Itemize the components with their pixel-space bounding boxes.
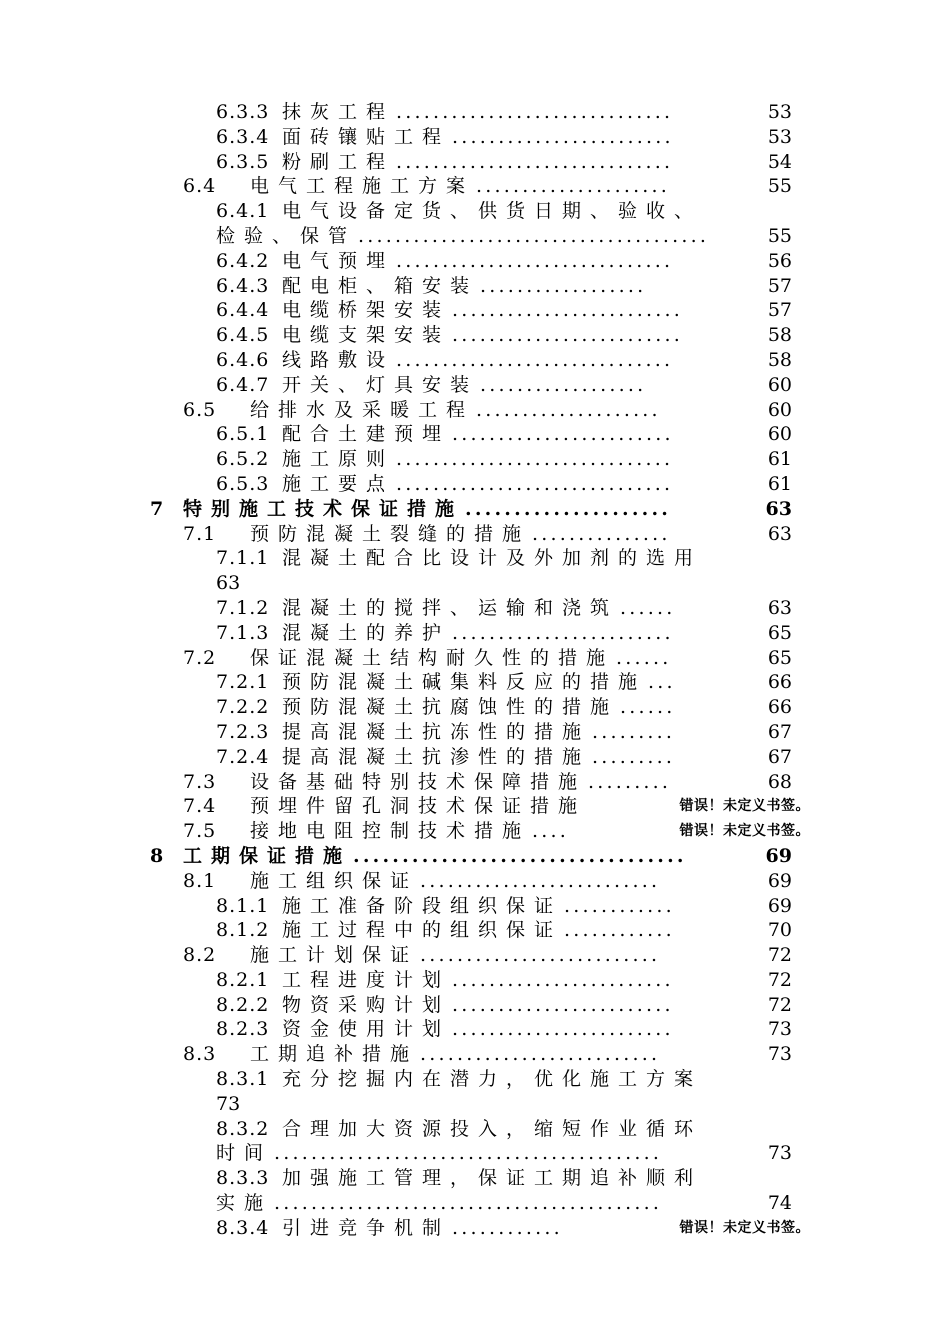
toc-entry-number: 8.2 bbox=[183, 944, 217, 967]
toc-entry-title: 充分挖掘内在潜力，优化施工方案 bbox=[282, 1068, 703, 1091]
toc-entry-title: 线路敷设 bbox=[282, 348, 395, 371]
toc-page-number: 69 bbox=[767, 869, 792, 892]
toc-entry[interactable] bbox=[0, 695, 950, 720]
toc-entry[interactable] bbox=[0, 373, 950, 398]
toc-entry-title: 工程进度计划 bbox=[282, 968, 451, 991]
toc-entry-number: 6.4.4 bbox=[216, 299, 270, 322]
toc-entry-title: 加强施工管理，保证工期追补顺利 bbox=[282, 1167, 703, 1190]
toc-leader-dots: .......................... bbox=[420, 869, 661, 892]
toc-entry-title: 施工组织保证 bbox=[250, 869, 419, 892]
toc-entry-title: 电气预埋 bbox=[282, 249, 395, 272]
toc-entry-number: 7.3 bbox=[183, 770, 217, 793]
toc-entry-title: 混凝土的搅拌、运输和浇筑 bbox=[282, 596, 619, 619]
toc-entry-number: 8.1.1 bbox=[216, 894, 270, 917]
toc-entry[interactable] bbox=[0, 1141, 950, 1166]
toc-leader-dots: ...... bbox=[616, 646, 672, 669]
toc-page-number: 66 bbox=[767, 696, 792, 719]
toc-entry[interactable] bbox=[0, 348, 950, 373]
toc-page-number: 63 bbox=[767, 596, 792, 619]
toc-entry[interactable] bbox=[0, 646, 950, 671]
toc-entry[interactable] bbox=[0, 993, 950, 1018]
toc-page-number: 53 bbox=[767, 125, 792, 148]
toc-entry[interactable] bbox=[0, 274, 950, 299]
toc-entry-number: 7.2.4 bbox=[216, 745, 270, 768]
toc-page-number: 55 bbox=[767, 175, 792, 198]
bookmark-error-text: 错误！未定义书签。 bbox=[679, 823, 810, 840]
toc-page-number: 73 bbox=[767, 1043, 792, 1066]
toc-entry-title: 粉刷工程 bbox=[282, 150, 395, 173]
toc-leader-dots: .......................................... bbox=[274, 1192, 663, 1215]
toc-entry[interactable] bbox=[0, 1092, 950, 1117]
toc-page-number: 60 bbox=[767, 373, 792, 396]
toc-entry-title: 抹灰工程 bbox=[282, 101, 395, 123]
toc-entry-number: 8.2.2 bbox=[216, 993, 270, 1016]
toc-entry-title: 电缆支架安装 bbox=[282, 324, 451, 347]
toc-entry-number: 8 bbox=[150, 844, 165, 867]
toc-leader-dots: ........................ bbox=[452, 993, 674, 1016]
toc-entry-number: 8.2.1 bbox=[216, 968, 270, 991]
toc-entry[interactable] bbox=[0, 472, 950, 497]
toc-leader-dots: .............................. bbox=[396, 472, 674, 495]
toc-entry-title: 工期追补措施 bbox=[250, 1043, 419, 1066]
toc-page-number: 63 bbox=[216, 572, 241, 595]
toc-entry[interactable] bbox=[0, 1216, 950, 1241]
toc-entry-number: 8.3.4 bbox=[216, 1216, 270, 1239]
toc-leader-dots: ............ bbox=[564, 919, 675, 942]
toc-entry-number: 6.4.6 bbox=[216, 348, 270, 371]
toc-page-number: 68 bbox=[767, 770, 792, 793]
toc-entry-title: 施工要点 bbox=[282, 472, 395, 495]
toc-page-number: 72 bbox=[767, 993, 792, 1016]
toc-leader-dots: .............................. bbox=[396, 150, 674, 173]
toc-leader-dots: ..................... bbox=[465, 497, 672, 520]
toc-entry-number: 6.4.7 bbox=[216, 373, 270, 396]
toc-entry-number: 7.2.3 bbox=[216, 720, 270, 743]
toc-page-number: 63 bbox=[767, 522, 792, 545]
toc-leader-dots: ......... bbox=[592, 745, 676, 768]
toc-page-number: 57 bbox=[767, 299, 792, 322]
toc-entry-number: 7.5 bbox=[183, 820, 217, 843]
toc-page-number: 66 bbox=[767, 671, 792, 694]
toc-entry-title: 施工计划保证 bbox=[250, 944, 419, 967]
toc-entry[interactable] bbox=[0, 298, 950, 323]
toc-entry-number: 8.2.3 bbox=[216, 1018, 270, 1041]
toc-entry[interactable] bbox=[0, 100, 950, 125]
toc-leader-dots: ........................ bbox=[452, 423, 674, 446]
toc-entry[interactable] bbox=[0, 150, 950, 175]
toc-entry-number: 7.2.2 bbox=[216, 696, 270, 719]
toc-entry-number: 7.2.1 bbox=[216, 671, 270, 694]
toc-entry-title: 施工准备阶段组织保证 bbox=[282, 894, 563, 917]
toc-entry-number: 6.5 bbox=[183, 398, 217, 421]
toc-entry-title: 开关、灯具安装 bbox=[282, 373, 479, 396]
toc-entry-title: 设备基础特别技术保障措施 bbox=[250, 770, 587, 793]
toc-entry-title: 预埋件留孔洞技术保证措施 bbox=[250, 795, 587, 818]
toc-entry-title: 接地电阻控制技术措施 bbox=[250, 820, 531, 843]
toc-page-number: 69 bbox=[765, 844, 792, 867]
toc-entry[interactable] bbox=[0, 794, 950, 819]
toc-entry[interactable] bbox=[0, 199, 950, 224]
toc-page-number: 57 bbox=[767, 274, 792, 297]
toc-entry[interactable] bbox=[0, 745, 950, 770]
toc-entry-title: 提高混凝土抗冻性的措施 bbox=[282, 720, 591, 743]
toc-entry-title: 电气工程施工方案 bbox=[250, 175, 475, 198]
toc-leader-dots: .............................. bbox=[396, 249, 674, 272]
toc-entry-title: 施工过程中的组织保证 bbox=[282, 919, 563, 942]
toc-entry[interactable] bbox=[0, 398, 950, 423]
toc-entry-title: 检验、保管 bbox=[216, 224, 357, 247]
toc-entry-title: 引进竞争机制 bbox=[282, 1216, 451, 1239]
toc-page-number: 56 bbox=[767, 249, 792, 272]
toc-page-number: 61 bbox=[767, 472, 792, 495]
toc-leader-dots: ......................... bbox=[452, 324, 683, 347]
toc-page-number: 63 bbox=[765, 497, 792, 520]
toc-page-number: 60 bbox=[767, 398, 792, 421]
toc-entry-title: 施工原则 bbox=[282, 448, 395, 471]
toc-entry-title: 混凝土的养护 bbox=[282, 621, 451, 644]
toc-page-number: 73 bbox=[767, 1018, 792, 1041]
toc-entry-title: 面砖镶贴工程 bbox=[282, 125, 451, 148]
toc-entry-number: 7.1 bbox=[183, 522, 217, 545]
toc-leader-dots: ......... bbox=[592, 720, 676, 743]
toc-entry-number: 6.5.1 bbox=[216, 423, 270, 446]
toc-entry-title: 特别施工技术保证措施 bbox=[183, 497, 464, 520]
toc-entry[interactable] bbox=[0, 894, 950, 919]
bookmark-error-text: 错误！未定义书签。 bbox=[679, 798, 810, 815]
toc-entry[interactable] bbox=[0, 918, 950, 943]
toc-entry[interactable] bbox=[0, 596, 950, 621]
toc-entry[interactable] bbox=[0, 125, 950, 150]
bookmark-error-text: 错误！未定义书签。 bbox=[679, 1219, 810, 1236]
toc-entry[interactable] bbox=[0, 224, 950, 249]
toc-page-number: 61 bbox=[767, 448, 792, 471]
toc-entry-title: 电气设备定货、供货日期、验收、 bbox=[282, 200, 703, 223]
toc-entry-number: 6.4.2 bbox=[216, 249, 270, 272]
toc-page-number: 69 bbox=[767, 894, 792, 917]
toc-entry[interactable] bbox=[0, 621, 950, 646]
toc-entry[interactable] bbox=[0, 1117, 950, 1142]
toc-leader-dots: ........................ bbox=[452, 1018, 674, 1041]
toc-entry-title: 资金使用计划 bbox=[282, 1018, 451, 1041]
toc-entry-number: 8.3 bbox=[183, 1043, 217, 1066]
toc-page-number: 67 bbox=[767, 745, 792, 768]
toc-leader-dots: .................. bbox=[480, 373, 647, 396]
toc-leader-dots: ..................... bbox=[476, 175, 671, 198]
toc-entry[interactable] bbox=[0, 968, 950, 993]
toc-entry[interactable] bbox=[0, 497, 950, 522]
toc-leader-dots: ......... bbox=[588, 770, 672, 793]
toc-page-number: 65 bbox=[767, 646, 792, 669]
toc-leader-dots: ........................ bbox=[452, 125, 674, 148]
toc-entry-number: 7.2 bbox=[183, 646, 217, 669]
toc-entry[interactable] bbox=[0, 1067, 950, 1092]
toc-entry-number: 7 bbox=[150, 497, 165, 520]
toc-entry-title: 工期保证措施 bbox=[183, 844, 352, 867]
toc-entry[interactable] bbox=[0, 1191, 950, 1216]
toc-entry-number: 8.1.2 bbox=[216, 919, 270, 942]
toc-leader-dots: .............................. bbox=[396, 101, 674, 123]
toc-entry[interactable] bbox=[0, 819, 950, 844]
toc-leader-dots: ............... bbox=[532, 522, 671, 545]
toc-entry-number: 7.1.1 bbox=[216, 547, 270, 570]
toc-entry[interactable] bbox=[0, 447, 950, 472]
toc-entry[interactable] bbox=[0, 670, 950, 695]
toc-entry[interactable] bbox=[0, 249, 950, 274]
toc-entry-number: 6.5.2 bbox=[216, 448, 270, 471]
toc-entry-number: 6.4 bbox=[183, 175, 217, 198]
toc-leader-dots: ...... bbox=[620, 596, 676, 619]
toc-entry-number: 6.3.4 bbox=[216, 125, 270, 148]
toc-page-number: 72 bbox=[767, 944, 792, 967]
toc-entry[interactable] bbox=[0, 422, 950, 447]
toc-leader-dots: .................... bbox=[476, 398, 661, 421]
toc-leader-dots: ............ bbox=[452, 1216, 563, 1239]
toc-entry[interactable] bbox=[0, 770, 950, 795]
toc-entry-title: 电缆桥架安装 bbox=[282, 299, 451, 322]
toc-leader-dots: ........................ bbox=[452, 968, 674, 991]
toc-entry[interactable] bbox=[0, 546, 950, 571]
toc-leader-dots: .............................. bbox=[396, 448, 674, 471]
toc-leader-dots: ... bbox=[648, 671, 676, 694]
toc-entry[interactable] bbox=[0, 522, 950, 547]
toc-page-number: 73 bbox=[767, 1142, 792, 1165]
toc-entry[interactable] bbox=[0, 943, 950, 968]
toc-page-number: 67 bbox=[767, 720, 792, 743]
toc-entry-number: 6.4.5 bbox=[216, 324, 270, 347]
toc-entry[interactable] bbox=[0, 720, 950, 745]
toc-entry[interactable] bbox=[0, 174, 950, 199]
toc-page-number: 55 bbox=[767, 224, 792, 247]
toc-entry-title: 混凝土配合比设计及外加剂的选用 bbox=[282, 547, 703, 570]
toc-entry-title: 实施 bbox=[216, 1192, 273, 1215]
toc-leader-dots: ........................ bbox=[452, 621, 674, 644]
toc-leader-dots: .......................... bbox=[420, 1043, 661, 1066]
toc-entry-title: 预防混凝土碱集料反应的措施 bbox=[282, 671, 647, 694]
toc-entry[interactable] bbox=[0, 1166, 950, 1191]
toc-entry-title: 保证混凝土结构耐久性的措施 bbox=[250, 646, 615, 669]
toc-entry-title: 物资采购计划 bbox=[282, 993, 451, 1016]
toc-entry-title: 提高混凝土抗渗性的措施 bbox=[282, 745, 591, 768]
toc-leader-dots: ............ bbox=[564, 894, 675, 917]
toc-entry-number: 8.3.3 bbox=[216, 1167, 270, 1190]
toc-entry-title: 合理加大资源投入，缩短作业循环 bbox=[282, 1117, 703, 1140]
toc-entry[interactable] bbox=[0, 844, 950, 869]
toc-leader-dots: ...... bbox=[620, 696, 676, 719]
toc-entry-title: 给排水及采暖工程 bbox=[250, 398, 475, 421]
toc-entry-number: 8.1 bbox=[183, 869, 217, 892]
toc-entry-number: 6.3.3 bbox=[216, 101, 270, 123]
toc-entry-number: 6.4.3 bbox=[216, 274, 270, 297]
toc-entry-number: 7.1.3 bbox=[216, 621, 270, 644]
toc-page-number: 58 bbox=[767, 348, 792, 371]
toc-entry-number: 7.4 bbox=[183, 795, 217, 818]
toc-entry-title: 预防混凝土裂缝的措施 bbox=[250, 522, 531, 545]
toc-page-number: 74 bbox=[767, 1192, 792, 1215]
toc-page-number: 53 bbox=[767, 101, 792, 123]
toc-page-number: 60 bbox=[767, 423, 792, 446]
toc-entry[interactable] bbox=[0, 1017, 950, 1042]
toc-leader-dots: .... bbox=[532, 820, 569, 843]
toc-page-number: 65 bbox=[767, 621, 792, 644]
toc-entry-number: 7.1.2 bbox=[216, 596, 270, 619]
toc-entry[interactable] bbox=[0, 571, 950, 596]
toc-entry-number: 8.3.1 bbox=[216, 1068, 270, 1091]
toc-page-number: 73 bbox=[216, 1092, 241, 1115]
toc-page-number: 54 bbox=[767, 150, 792, 173]
toc-entry[interactable] bbox=[0, 323, 950, 348]
toc-entry[interactable] bbox=[0, 869, 950, 894]
toc-page-number: 70 bbox=[767, 919, 792, 942]
toc-leader-dots: .............................. bbox=[396, 348, 674, 371]
toc-entry-number: 8.3.2 bbox=[216, 1117, 270, 1140]
toc-entry-number: 6.3.5 bbox=[216, 150, 270, 173]
table-of-contents bbox=[0, 100, 950, 1241]
toc-page-number: 72 bbox=[767, 968, 792, 991]
toc-leader-dots: ...................................... bbox=[358, 224, 710, 247]
toc-entry-title: 配电柜、箱安装 bbox=[282, 274, 479, 297]
toc-leader-dots: ......................... bbox=[452, 299, 683, 322]
toc-leader-dots: .......................................... bbox=[274, 1142, 663, 1165]
toc-entry-title: 配合土建预埋 bbox=[282, 423, 451, 446]
toc-entry-title: 预防混凝土抗腐蚀性的措施 bbox=[282, 696, 619, 719]
toc-entry[interactable] bbox=[0, 1042, 950, 1067]
toc-entry-number: 6.4.1 bbox=[216, 200, 270, 223]
toc-leader-dots: .................. bbox=[480, 274, 647, 297]
toc-leader-dots: .......................... bbox=[420, 944, 661, 967]
toc-entry-title: 时间 bbox=[216, 1142, 273, 1165]
toc-entry-number: 6.5.3 bbox=[216, 472, 270, 495]
toc-leader-dots: .................................. bbox=[353, 844, 687, 867]
toc-page-number: 58 bbox=[767, 324, 792, 347]
